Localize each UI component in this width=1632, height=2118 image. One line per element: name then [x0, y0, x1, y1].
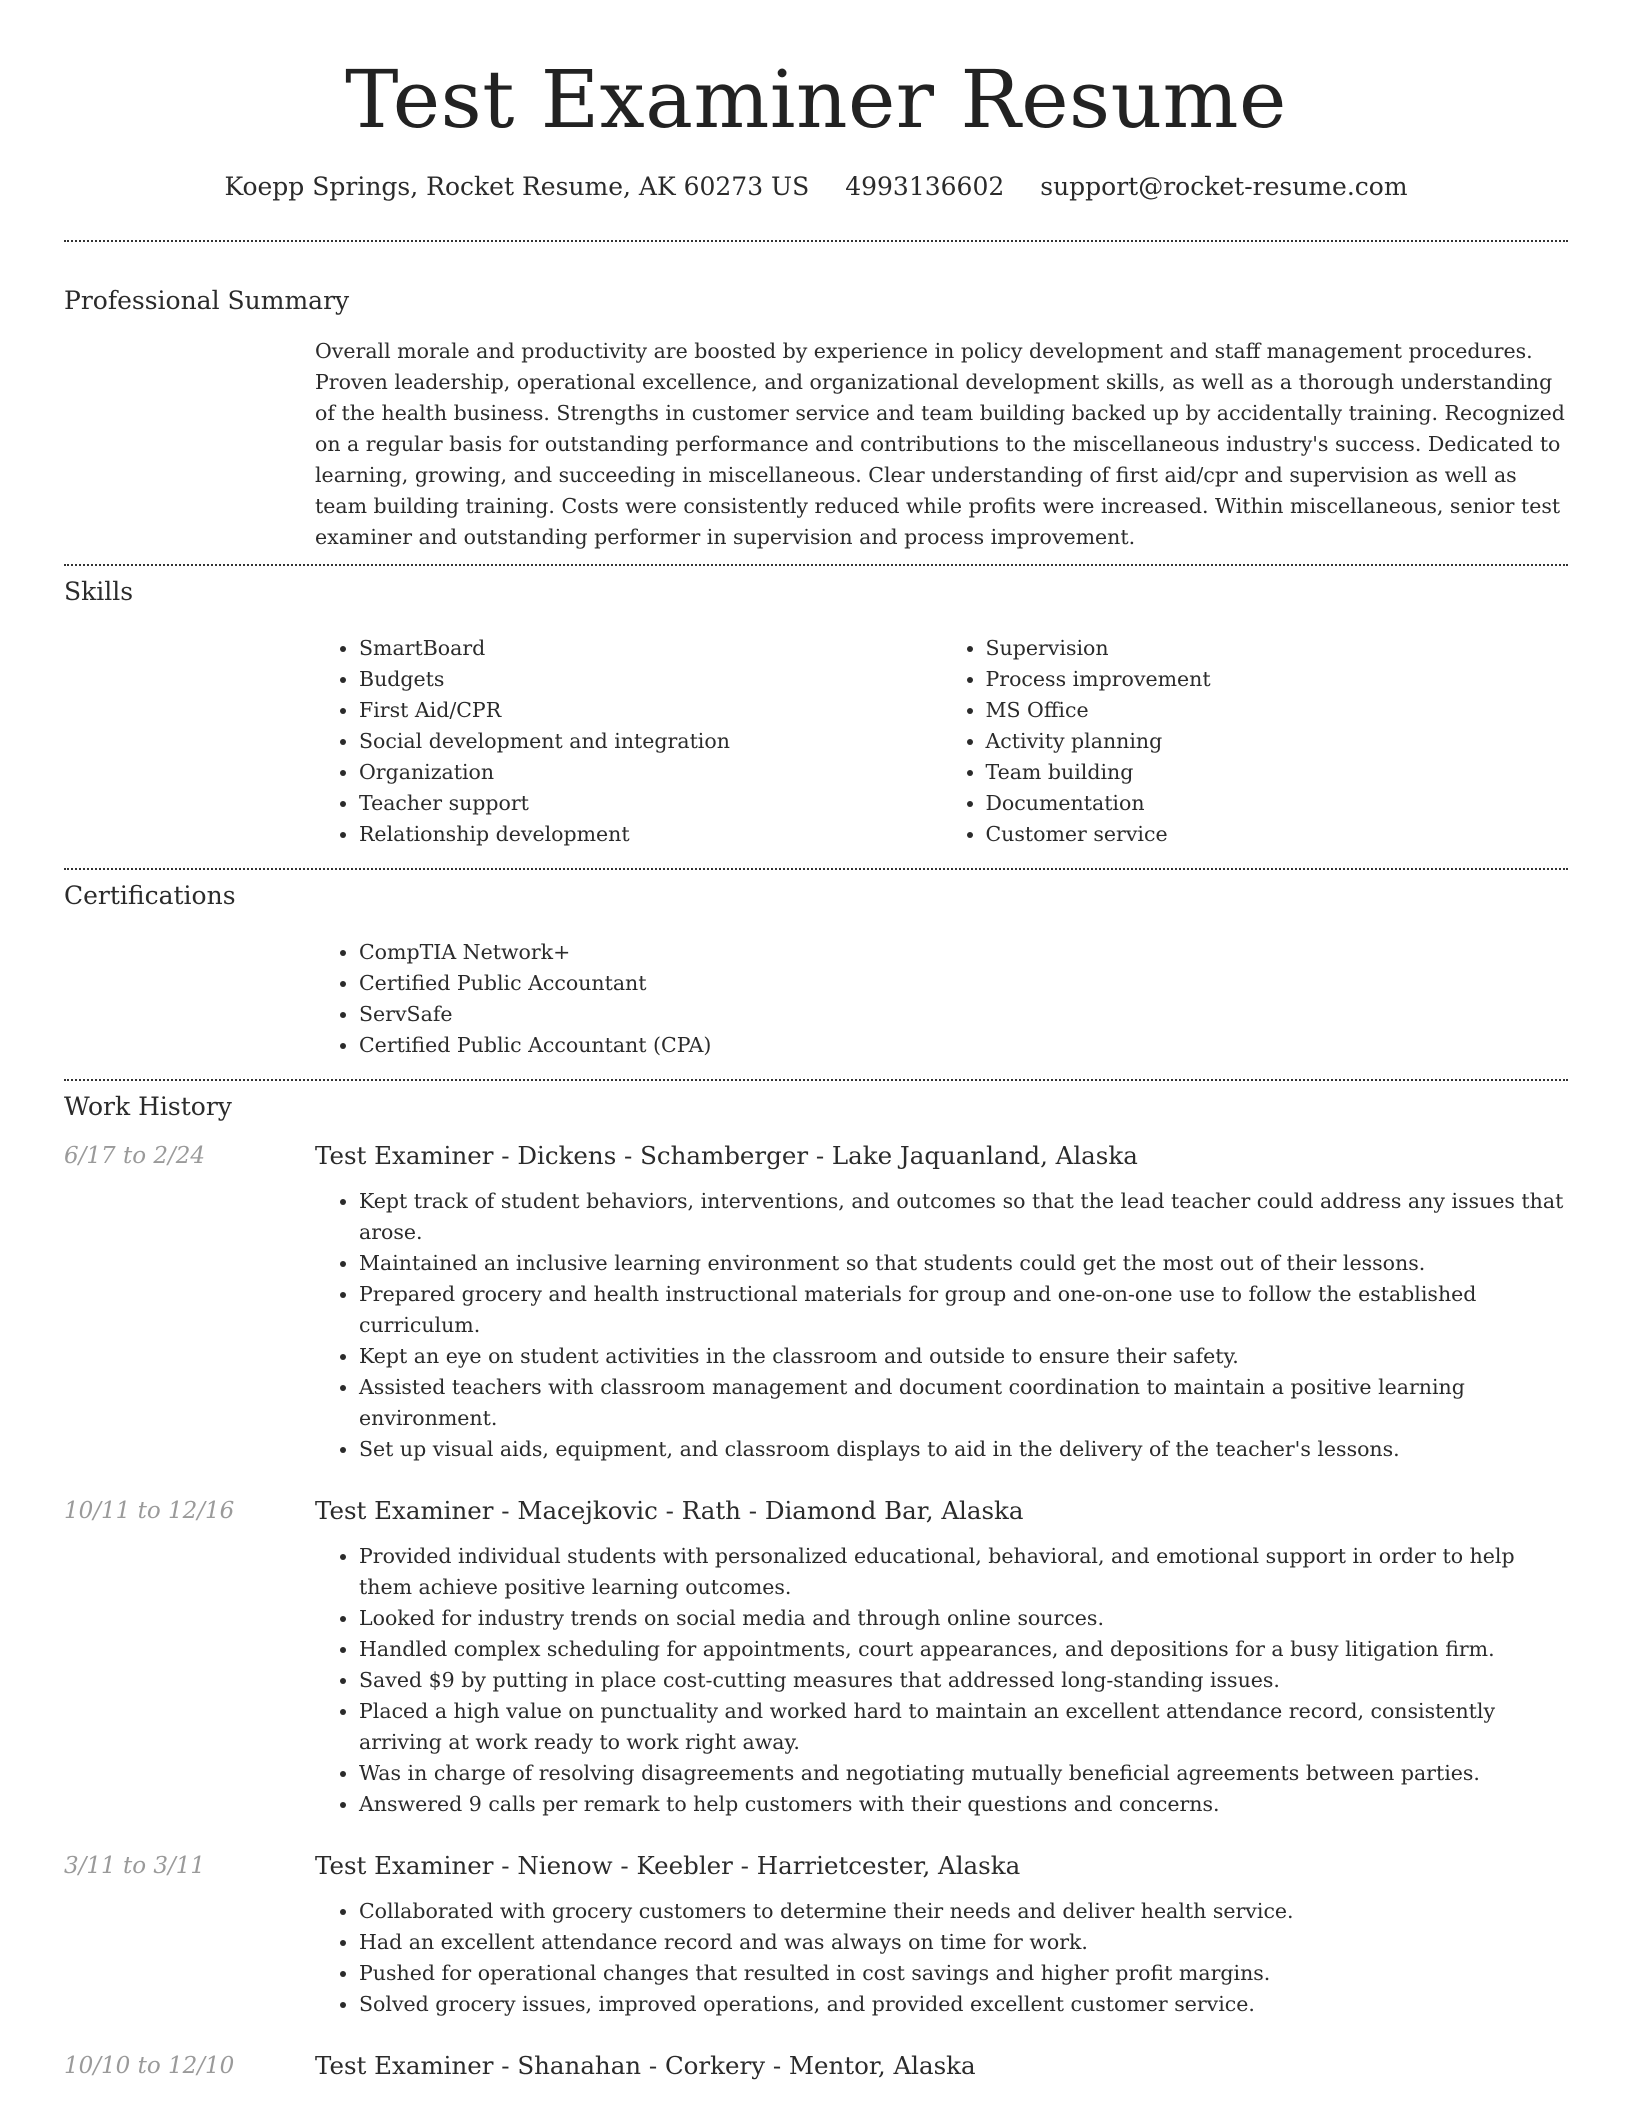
job-details [315, 1132, 1568, 1465]
skills-list [315, 633, 1568, 850]
list-item: • Relationship development [359, 819, 942, 850]
list-item: • Supervision [986, 633, 1569, 664]
divider [64, 1079, 1568, 1081]
job-details [315, 2042, 1568, 2096]
list-item: • Documentation [986, 788, 1569, 819]
list-item: • ServSafe [359, 999, 1568, 1030]
list-item: • Kept track of student behaviors, interventions, and outcomes so that the lead teacher could address any issues that arose. [359, 1186, 1568, 1248]
list-item: • Pushed for operational changes that resulted in cost savings and higher profit margins. [359, 1958, 1568, 1989]
resume-page [64, 0, 1568, 2118]
skills-heading: Skills [64, 577, 134, 606]
contact-phone: 4993136602 [845, 172, 1005, 201]
list-item: • Budgets [359, 664, 942, 695]
job-bullets [315, 1186, 1568, 1465]
list-item: • Teacher support [359, 788, 942, 819]
summary-text: Overall morale and productivity are boosted by experience in policy development and staff management procedures. Proven leadership, operational excellence, and organizational development skills, as well as a thorough understanding of the health business. Strengths in customer service and team building backed up by accidentally training. Recognized on a regular basis for outstanding performance and contributions to the miscellaneous industry's success. Dedicated to learning, growing, and succeeding in miscellaneous. Clear understanding of first aid/cpr and supervision as well as team building training. Costs were consistently reduced while profits were increased. Within miscellaneous, senior test examiner and outstanding performer in supervision and process improvement. [315, 339, 1565, 549]
list-item: • Customer service [986, 819, 1569, 850]
resume-title: Test Examiner Resume [345, 53, 1287, 146]
list-item: • Certified Public Accountant (CPA) [359, 1030, 1568, 1061]
certifications-items [315, 937, 1568, 1061]
list-item: • Answered 9 calls per remark to help customers with their questions and concerns. [359, 1789, 1568, 1820]
skills-column-right [942, 633, 1569, 850]
list-item: • Maintained an inclusive learning environment so that students could get the most out of their lessons. [359, 1248, 1568, 1279]
list-item: • Assisted teachers with classroom management and document coordination to maintain a positive learning environment. [359, 1372, 1568, 1434]
list-item: • Kept an eye on student activities in the classroom and outside to ensure their safety. [359, 1341, 1568, 1372]
job-entry [64, 1132, 1568, 1465]
certifications-heading: Certifications [64, 881, 236, 910]
list-item: • Social development and integration [359, 726, 942, 757]
list-item: • Placed a high value on punctuality and worked hard to maintain an excellent attendance record, consistently arriving at work ready to work right away. [359, 1696, 1568, 1758]
work-history-list [64, 1132, 1568, 2096]
job-date: 3/11 to 3/11 [64, 1853, 206, 1879]
summary-heading: Professional Summary [64, 286, 350, 315]
list-item: • Saved $9 by putting in place cost-cutting measures that addressed long-standing issues. [359, 1665, 1568, 1696]
job-details [315, 1487, 1568, 1820]
job-entry [64, 2042, 1568, 2096]
job-date: 10/10 to 12/10 [64, 2053, 235, 2079]
divider [64, 564, 1568, 566]
contact-line [64, 170, 1568, 204]
list-item: • Set up visual aids, equipment, and classroom displays to aid in the delivery of the teacher's lessons. [359, 1434, 1568, 1465]
job-details [315, 1842, 1568, 2020]
list-item: • Certified Public Accountant [359, 968, 1568, 999]
list-item: • Had an excellent attendance record and was always on time for work. [359, 1927, 1568, 1958]
work-heading: Work History [64, 1092, 232, 1121]
list-item: • SmartBoard [359, 633, 942, 664]
job-bullets [315, 1541, 1568, 1820]
list-item: • Prepared grocery and health instructional materials for group and one-on-one use to follow the established curriculum. [359, 1279, 1568, 1341]
job-bullets [315, 1896, 1568, 2020]
list-item: • Activity planning [986, 726, 1569, 757]
job-title: Test Examiner - Macejkovic - Rath - Diamond Bar, Alaska [315, 1496, 1024, 1525]
job-entry [64, 1842, 1568, 2020]
list-item: • Handled complex scheduling for appointments, court appearances, and depositions for a busy litigation firm. [359, 1634, 1568, 1665]
job-date: 10/11 to 12/16 [64, 1498, 235, 1524]
job-entry [64, 1487, 1568, 1820]
divider [64, 240, 1568, 242]
certifications-list [315, 937, 1568, 1061]
divider [64, 868, 1568, 870]
list-item: • Was in charge of resolving disagreements and negotiating mutually beneficial agreements between parties. [359, 1758, 1568, 1789]
job-title: Test Examiner - Dickens - Schamberger - Lake Jaquanland, Alaska [315, 1141, 1138, 1170]
list-item: • CompTIA Network+ [359, 937, 1568, 968]
contact-email: support@rocket-resume.com [1040, 172, 1408, 201]
list-item: • Collaborated with grocery customers to determine their needs and deliver health service. [359, 1896, 1568, 1927]
list-item: • Solved grocery issues, improved operations, and provided excellent customer service. [359, 1989, 1568, 2020]
list-item: • MS Office [986, 695, 1569, 726]
list-item: • Organization [359, 757, 942, 788]
job-title: Test Examiner - Nienow - Keebler - Harrietcester, Alaska [315, 1851, 1021, 1880]
list-item: • First Aid/CPR [359, 695, 942, 726]
list-item: • Team building [986, 757, 1569, 788]
skills-column-left [315, 633, 942, 850]
contact-address: Koepp Springs, Rocket Resume, AK 60273 US [224, 172, 810, 201]
job-date: 6/17 to 2/24 [64, 1143, 206, 1169]
job-title: Test Examiner - Shanahan - Corkery - Mentor, Alaska [315, 2051, 976, 2080]
list-item: • Process improvement [986, 664, 1569, 695]
list-item: • Looked for industry trends on social media and through online sources. [359, 1603, 1568, 1634]
list-item: • Provided individual students with personalized educational, behavioral, and emotional support in order to help them achieve positive learning outcomes. [359, 1541, 1568, 1603]
